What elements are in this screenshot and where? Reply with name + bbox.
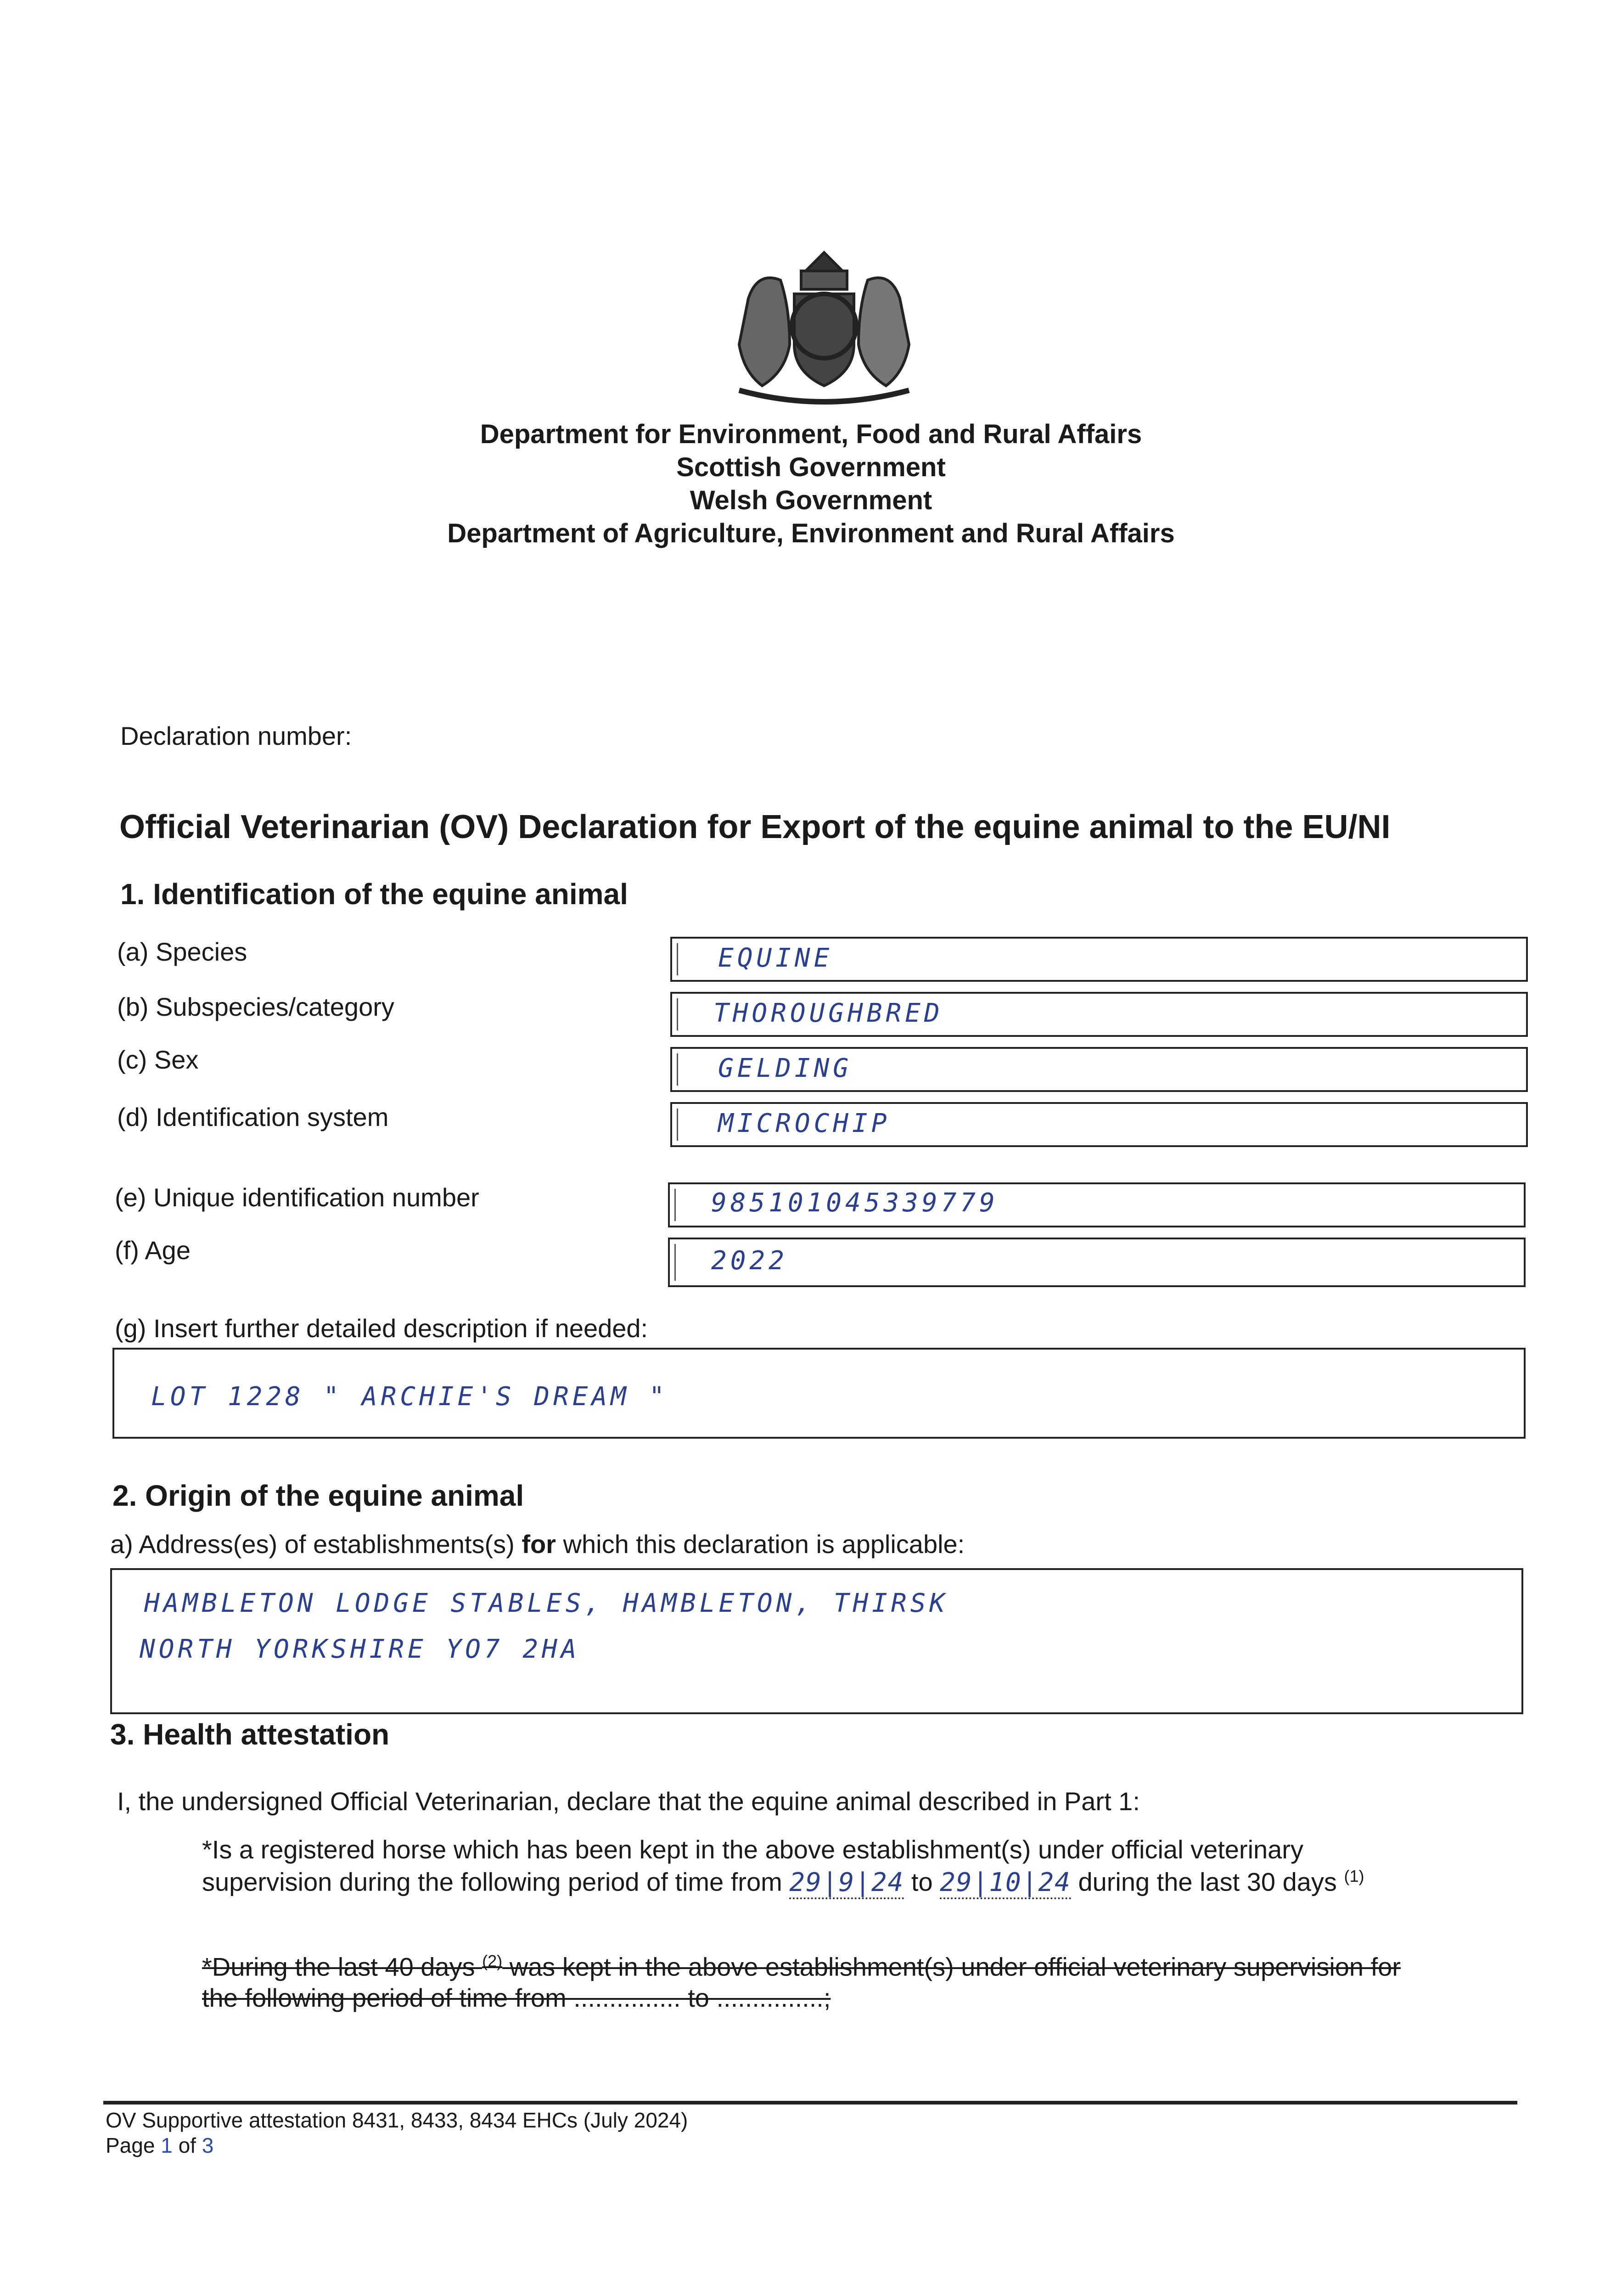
declaration-number-label: Declaration number: bbox=[120, 721, 352, 750]
sex-field[interactable] bbox=[670, 1047, 1528, 1092]
field-label-unique-id: (e) Unique identification number bbox=[115, 1183, 479, 1212]
species-value: EQUINE bbox=[718, 943, 833, 973]
address-label-bold: for bbox=[522, 1530, 556, 1559]
identification-system-field[interactable] bbox=[670, 1102, 1528, 1147]
attestation-text: to bbox=[911, 1867, 933, 1896]
department-name: Welsh Government bbox=[690, 485, 932, 515]
identification-system-value: MICROCHIP bbox=[718, 1109, 891, 1138]
address-label bbox=[110, 1529, 965, 1559]
field-label-subspecies: (b) Subspecies/category bbox=[117, 992, 394, 1021]
date-to-value: 29|10|24 bbox=[940, 1868, 1071, 1899]
struck-paragraph-line bbox=[202, 1952, 1401, 1982]
address-line: NORTH YORKSHIRE YO7 2HA bbox=[140, 1634, 580, 1664]
field-label-sex: (c) Sex bbox=[117, 1045, 199, 1074]
age-value: 2022 bbox=[711, 1246, 788, 1276]
field-tick-mark bbox=[677, 1053, 678, 1086]
attestation-text: was kept in the above establishment(s) under official veterinary supervision for bbox=[509, 1952, 1401, 1981]
footnote-marker: (1) bbox=[1344, 1867, 1364, 1885]
department-name: Department of Agriculture, Environment and Rural Affairs bbox=[447, 518, 1175, 548]
page-prefix: Page bbox=[106, 2133, 155, 2157]
field-tick-mark bbox=[674, 1244, 676, 1281]
page-title: Official Veterinarian (OV) Declaration for Export of the equine animal to the EU/NI bbox=[119, 809, 1391, 845]
date-from-value: 29|9|24 bbox=[789, 1868, 904, 1899]
page-of: of bbox=[178, 2133, 196, 2157]
attestation-text: supervision during the following period of time from bbox=[202, 1867, 782, 1896]
department-name: Department for Environment, Food and Rural Affairs bbox=[480, 419, 1142, 449]
struck-paragraph-line: the following period of time from ............... to ...............; bbox=[202, 1983, 831, 2012]
further-description-label: (g) Insert further detailed description if needed: bbox=[115, 1314, 648, 1343]
further-description-value: LOT 1228 " ARCHIE'S DREAM " bbox=[151, 1382, 668, 1412]
address-label-text: which this declaration is applicable: bbox=[556, 1530, 965, 1559]
attestation-paragraph-line: *Is a registered horse which has been kept in the above establishment(s) under official veterinary bbox=[202, 1835, 1303, 1864]
field-label-species: (a) Species bbox=[117, 937, 247, 966]
field-label-identification-system: (d) Identification system bbox=[117, 1103, 389, 1131]
unique-id-field[interactable] bbox=[668, 1182, 1526, 1227]
page-number bbox=[106, 2133, 213, 2158]
footer-rule bbox=[103, 2101, 1517, 2105]
subspecies-value: THOROUGHBRED bbox=[713, 998, 943, 1028]
field-tick-mark bbox=[674, 1189, 676, 1221]
field-tick-mark bbox=[677, 943, 678, 975]
further-description-field[interactable] bbox=[112, 1348, 1526, 1439]
attestation-text: *During the last 40 days bbox=[202, 1952, 475, 1981]
subspecies-field[interactable] bbox=[670, 992, 1528, 1037]
coat-of-arms-emblem bbox=[721, 243, 927, 409]
department-name: Scottish Government bbox=[676, 452, 946, 482]
attestation-text: during the last 30 days bbox=[1078, 1867, 1337, 1896]
sex-value: GELDING bbox=[718, 1053, 853, 1083]
species-field[interactable] bbox=[670, 937, 1528, 982]
attestation-paragraph-line bbox=[202, 1867, 1364, 1897]
unique-id-value: 985101045339779 bbox=[711, 1188, 999, 1218]
page-total: 3 bbox=[202, 2133, 214, 2157]
section-heading: 2. Origin of the equine animal bbox=[112, 1479, 524, 1512]
section-heading: 3. Health attestation bbox=[110, 1718, 390, 1751]
age-field[interactable] bbox=[668, 1238, 1526, 1287]
field-label-age: (f) Age bbox=[115, 1236, 191, 1265]
page-current: 1 bbox=[161, 2133, 173, 2157]
section-heading: 1. Identification of the equine animal bbox=[120, 878, 628, 911]
field-tick-mark bbox=[677, 998, 678, 1030]
address-line: HAMBLETON LODGE STABLES, HAMBLETON, THIRSK bbox=[144, 1588, 949, 1618]
footnote-marker: (2) bbox=[482, 1952, 503, 1970]
address-field[interactable] bbox=[110, 1568, 1523, 1714]
attestation-intro: I, the undersigned Official Veterinarian, declare that the equine animal described in Part 1: bbox=[117, 1787, 1140, 1816]
address-label-text: a) Address(es) of establishments(s) bbox=[110, 1530, 522, 1559]
footer-text: OV Supportive attestation 8431, 8433, 8434 EHCs (July 2024) bbox=[106, 2108, 688, 2132]
field-tick-mark bbox=[677, 1109, 678, 1141]
